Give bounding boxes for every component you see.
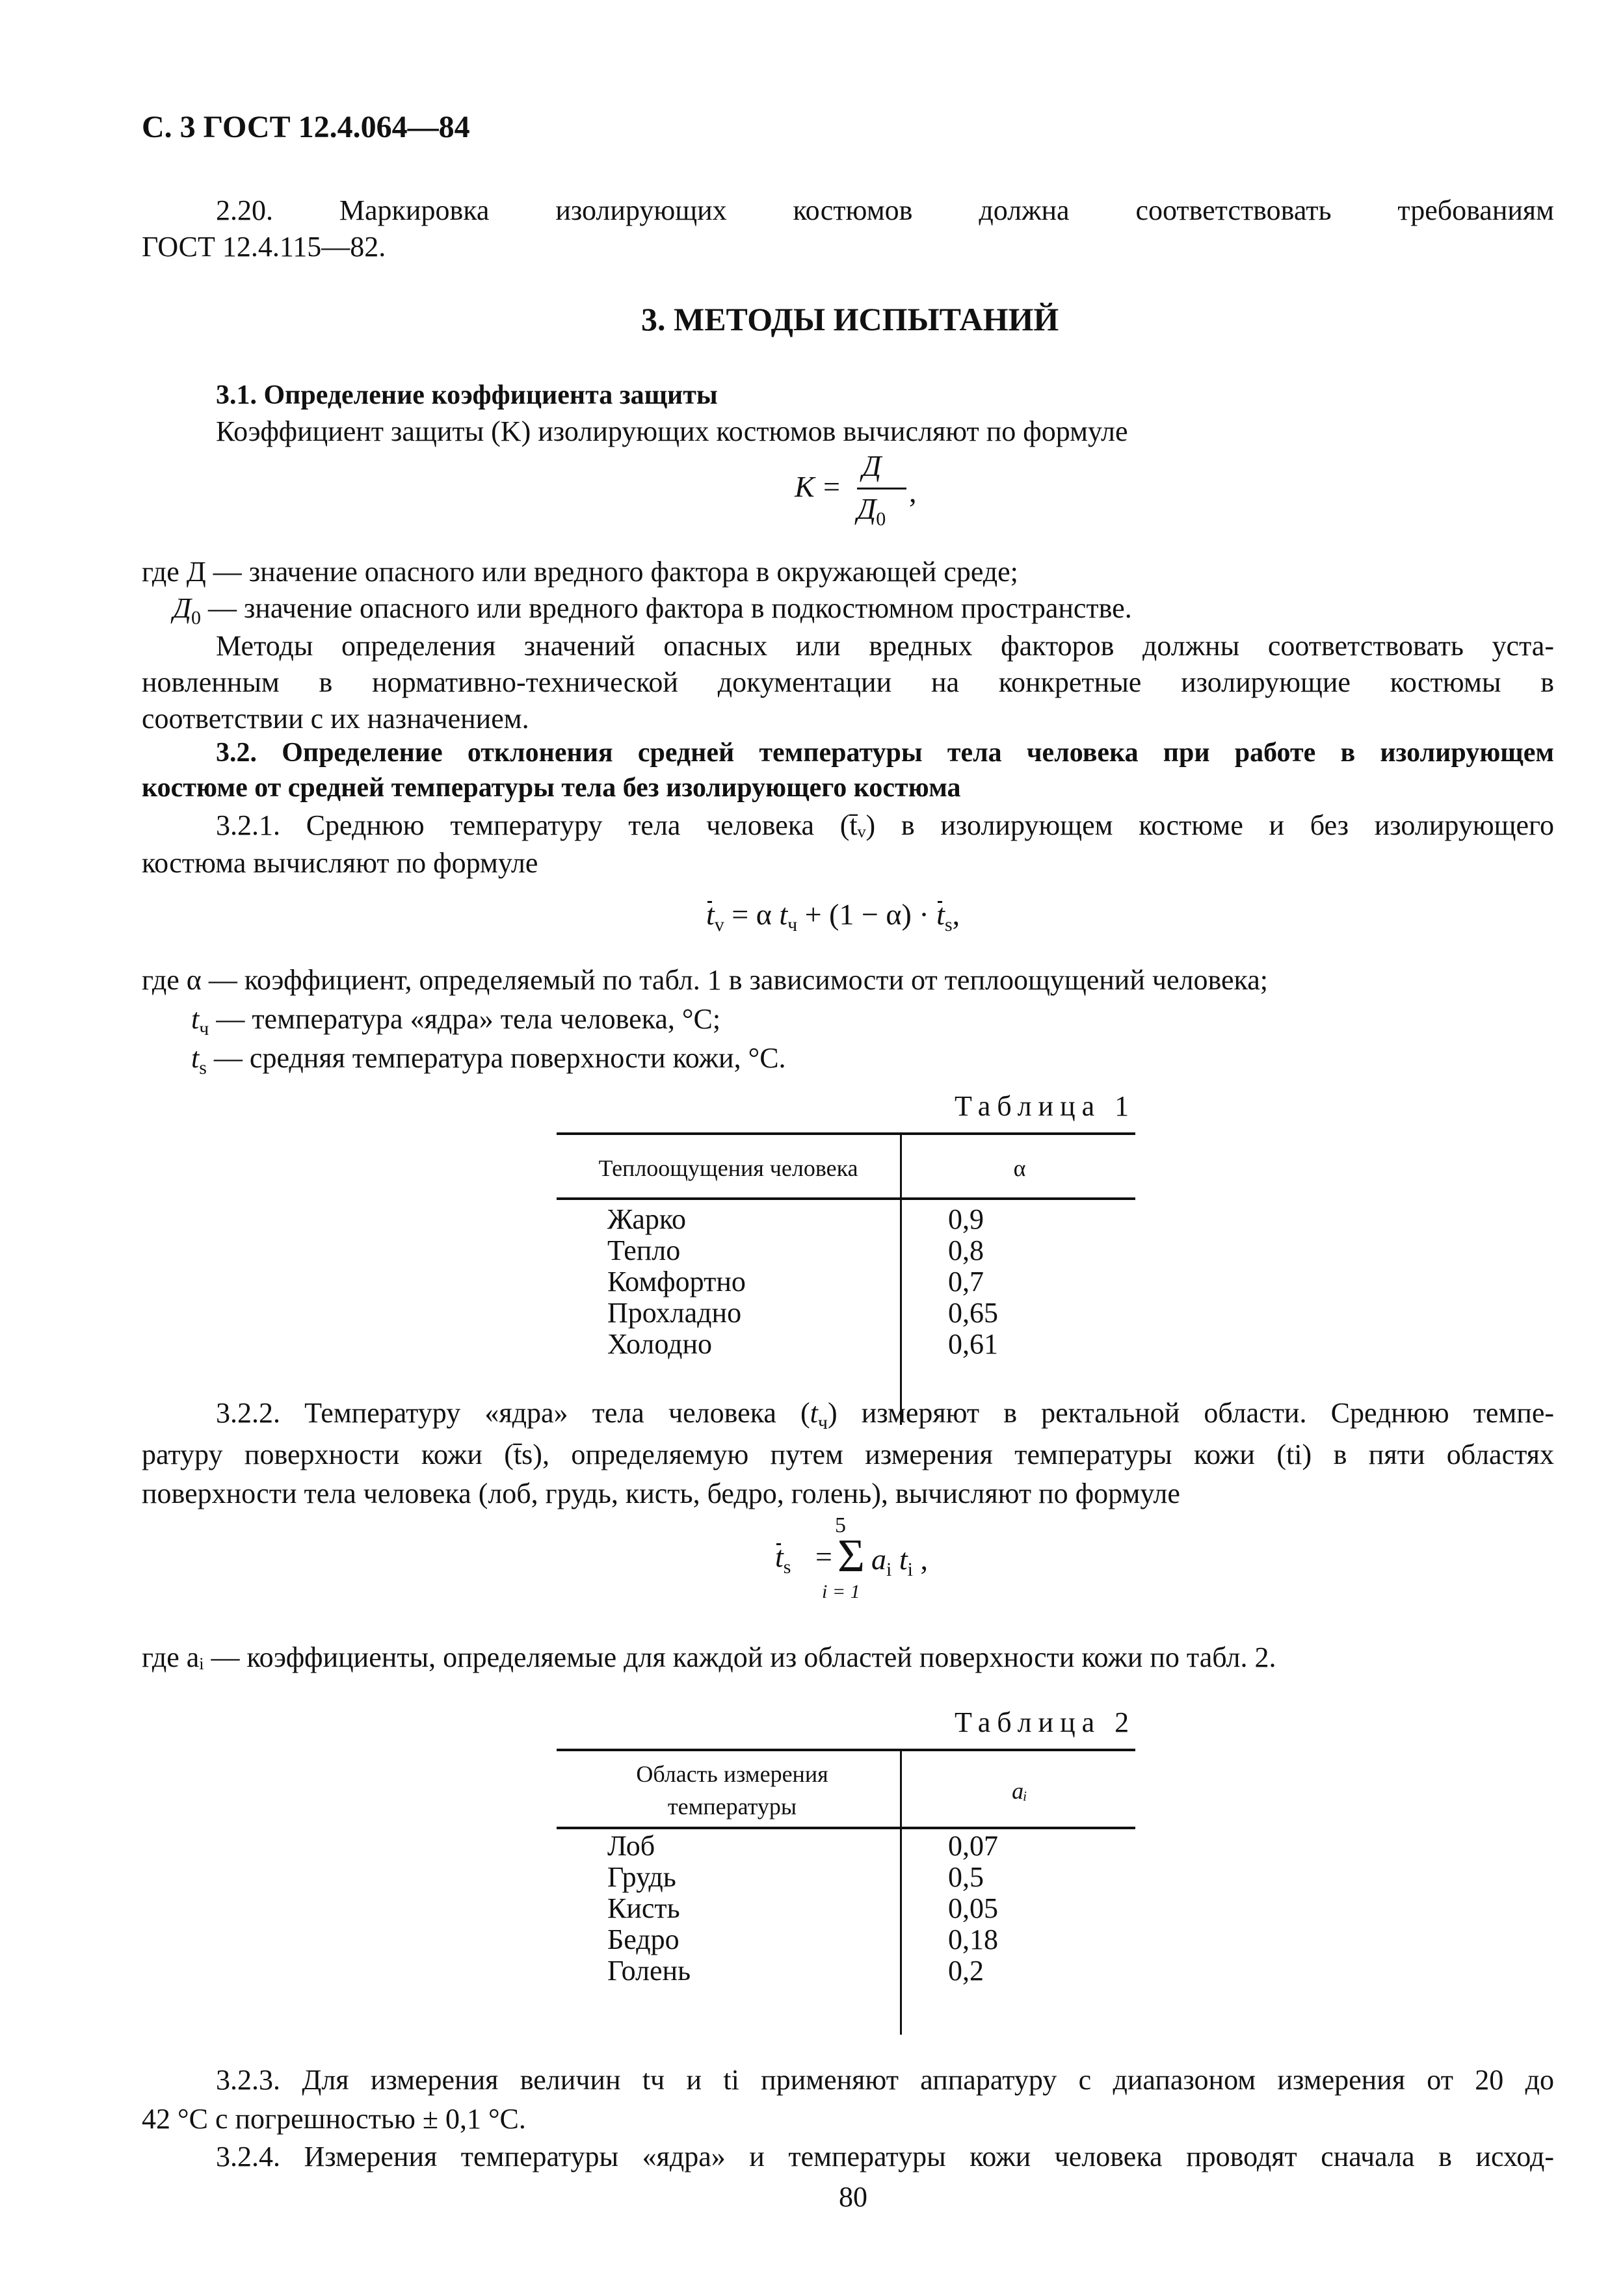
p-3-2-2-line2: ратуру поверхности кожи (t̄s), определяемую путем измерения температуры кожи (ti) в пяти областях xyxy=(142,1439,1554,1470)
table-row: 0,2 xyxy=(948,1955,984,1987)
table-row: 0,18 xyxy=(948,1924,998,1955)
table-1-header-alpha: α xyxy=(1013,1155,1026,1181)
section-title: 3. МЕТОДЫ ИСПЫТАНИЙ xyxy=(641,301,1059,337)
p-3-2-2-line1: 3.2.2. Температуру «ядра» тела человека $(t_ч)$ измеряют в ректальной области. Среднюю темпе- xyxy=(216,1397,1555,1433)
document-page: С. 3 ГОСТ 12.4.064—84 2.20. Маркировка изолирующих костюмов должна соответствовать требованиям ГОСТ 12.4.115—82. 3. МЕТОДЫ ИСПЫТАНИЙ 3.1. Определение коэффициента защиты Коэффициент защиты (K) изолирующих костюмов вычисляют по формуле K = Д $Д_0$ , где Д — значение опасного или вредного фактора в окружающей среде; $Д_0$ — значение опасного или вредного фактора в подкостюмном пространстве. Методы определения значений опасных или вредных факторов должны соответствовать уста- новленным в нормативно-технической документации на конкретные изолирующие костюмы в соответствии с их назначением. 3.2. Определение отклонения средней температуры тела человека при работе в изолирующем костюме от средней температуры тела без изолирующего костюма 3.2.1. Среднюю температуру тела человека (t̄ᵥ) в изолирующем костюме и без изолирующего костюма вычисляют по формуле $t_v = \alpha$ $t_ч + (1 - \alpha) \cdot t_s$, где α — коэффициент, определяемый по табл. 1 в зависимости от теплоощущений человека; $t_ч$ — температура «ядра» тела человека, °C; $t_s$ — средняя температура поверхности кожи, °C. Таблица 1 Теплоощущения человека α Жарко 0,9 Тепло 0,8 Комфортно 0,7 Прохладно 0,65 Холодно 0,61 3.2.2. Температуру «ядра» тела человека $(t_ч)$ измеряют в ректальной области. Среднюю темпе- ратуру поверхности кожи (t̄s), определяемую путем измерения температуры кожи (ti) в пяти областях поверхности тела человека (лоб, грудь, кисть, бедро, голень), вычисляют по формуле $t_s$ = 5 Σ i = 1 $a_i$ $t_i$ , где aᵢ — коэффициенты, определяемые для каждой из областей поверхности кожи по табл. 2. Таблица 2 Область измерения температуры aᵢ Лоб 0,07 Грудь 0,5 Кисть 0,05 Бедро 0,18 Голень 0,2 3.2.3. Для измерения величин tч и ti применяют аппаратуру с диапазоном измерения от 20 до 42 °C с погрешностью ± 0,1 °C. 3.2.4. Измерения температуры «ядра» и температуры кожи человека проводят сначала в исход- 80 xyxy=(142,110,1555,2213)
table-row: 0,8 xyxy=(948,1234,984,1266)
table-2-title: Таблица 2 xyxy=(955,1706,1136,1738)
s3-1-methods-line2: новленным в нормативно-технической документации на конкретные изолирующие костюмы в xyxy=(142,666,1554,698)
table-row: Прохладно xyxy=(607,1297,742,1329)
p-3-2-2-line3: поверхности тела человека (лоб, грудь, кисть, бедро, голень), вычисляют по формуле xyxy=(142,1478,1180,1509)
table-row: 0,07 xyxy=(948,1830,998,1862)
p-3-2-3-line2: 42 °C с погрешностью ± 0,1 °C. xyxy=(142,2103,526,2135)
table-2-header-region: Область измерения температуры xyxy=(636,1761,828,1820)
p-3-2-4-line1: 3.2.4. Измерения температуры «ядра» и температуры кожи человека проводят сначала в исход- xyxy=(216,2141,1554,2172)
table-1-title: Таблица 1 xyxy=(955,1090,1136,1122)
formula-tv: $t_v = \alpha$ $t_ч + (1 - \alpha) \cdot t_s$, xyxy=(706,898,960,935)
s3-1-methods-line3: соответствии с их назначением. xyxy=(142,703,529,735)
table-row: 0,61 xyxy=(948,1328,998,1360)
s3-2-2-where-ai: где aᵢ — коэффициенты, определяемые для каждой из областей поверхности кожи по табл. 2. xyxy=(142,1641,1276,1673)
s3-1-where1: где Д — значение опасного или вредного фактора в окружающей среде; xyxy=(142,556,1018,588)
s3-1-intro: Коэффициент защиты (K) изолирующих костюмов вычисляют по формуле xyxy=(216,415,1128,447)
table-row: 0,5 xyxy=(948,1861,984,1893)
p-3-2-1-line1: 3.2.1. Среднюю температуру тела человека (t̄ᵥ) в изолирующем костюме и без изолирующего xyxy=(216,809,1554,841)
s3-1-methods-line1: Методы определения значений опасных или вредных факторов должны соответствовать уста- xyxy=(216,630,1554,662)
table-row: Бедро xyxy=(607,1924,680,1955)
table-row: 0,7 xyxy=(948,1266,984,1298)
s3-1-where2: $Д_0$ — значение опасного или вредного фактора в подкостюмном пространстве. xyxy=(173,592,1132,629)
paragraph-2-20-line1: 2.20. Маркировка изолирующих костюмов должна соответствовать требованиям xyxy=(216,194,1555,226)
table-2-header-ai: aᵢ xyxy=(1012,1778,1027,1804)
s3-2-where-alpha: где α — коэффициент, определяемый по табл. 1 в зависимости от теплоощущений человека; xyxy=(142,964,1269,996)
table-row: Холодно xyxy=(607,1328,713,1360)
table-row: Лоб xyxy=(607,1830,655,1862)
table-row: Жарко xyxy=(607,1203,686,1235)
table-row: Грудь xyxy=(607,1861,676,1893)
table-row: Голень xyxy=(607,1955,691,1987)
p-3-2-3-line1: 3.2.3. Для измерения величин tч и ti применяют аппаратуру с диапазоном измерения от 20 до xyxy=(216,2064,1554,2096)
page-header: С. 3 ГОСТ 12.4.064—84 xyxy=(142,110,470,144)
table-row: Кисть xyxy=(607,1892,680,1924)
table-1-header-sensation: Теплоощущения человека xyxy=(598,1155,858,1181)
page-number: 80 xyxy=(839,2181,867,2213)
heading-3-2-line2: костюме от средней температуры тела без изолирующего костюма xyxy=(142,773,961,803)
heading-3-2-line1: 3.2. Определение отклонения средней температуры тела человека при работе в изолирующем xyxy=(216,738,1554,768)
table-row: 0,65 xyxy=(948,1297,998,1329)
s3-2-where-tc: $t_ч$ — температура «ядра» тела человека, °C; xyxy=(191,1003,721,1039)
p-3-2-1-line2: костюма вычисляют по формуле xyxy=(142,847,538,879)
paragraph-2-20-line2: ГОСТ 12.4.115—82. xyxy=(142,231,386,263)
table-row: 0,05 xyxy=(948,1892,998,1924)
heading-3-1: 3.1. Определение коэффициента защиты xyxy=(216,380,718,410)
s3-2-where-ts: $t_s$ — средняя температура поверхности кожи, °C. xyxy=(191,1042,786,1078)
table-row: Комфортно xyxy=(607,1266,746,1298)
table-row: Тепло xyxy=(607,1234,681,1266)
table-row: 0,9 xyxy=(948,1203,984,1235)
